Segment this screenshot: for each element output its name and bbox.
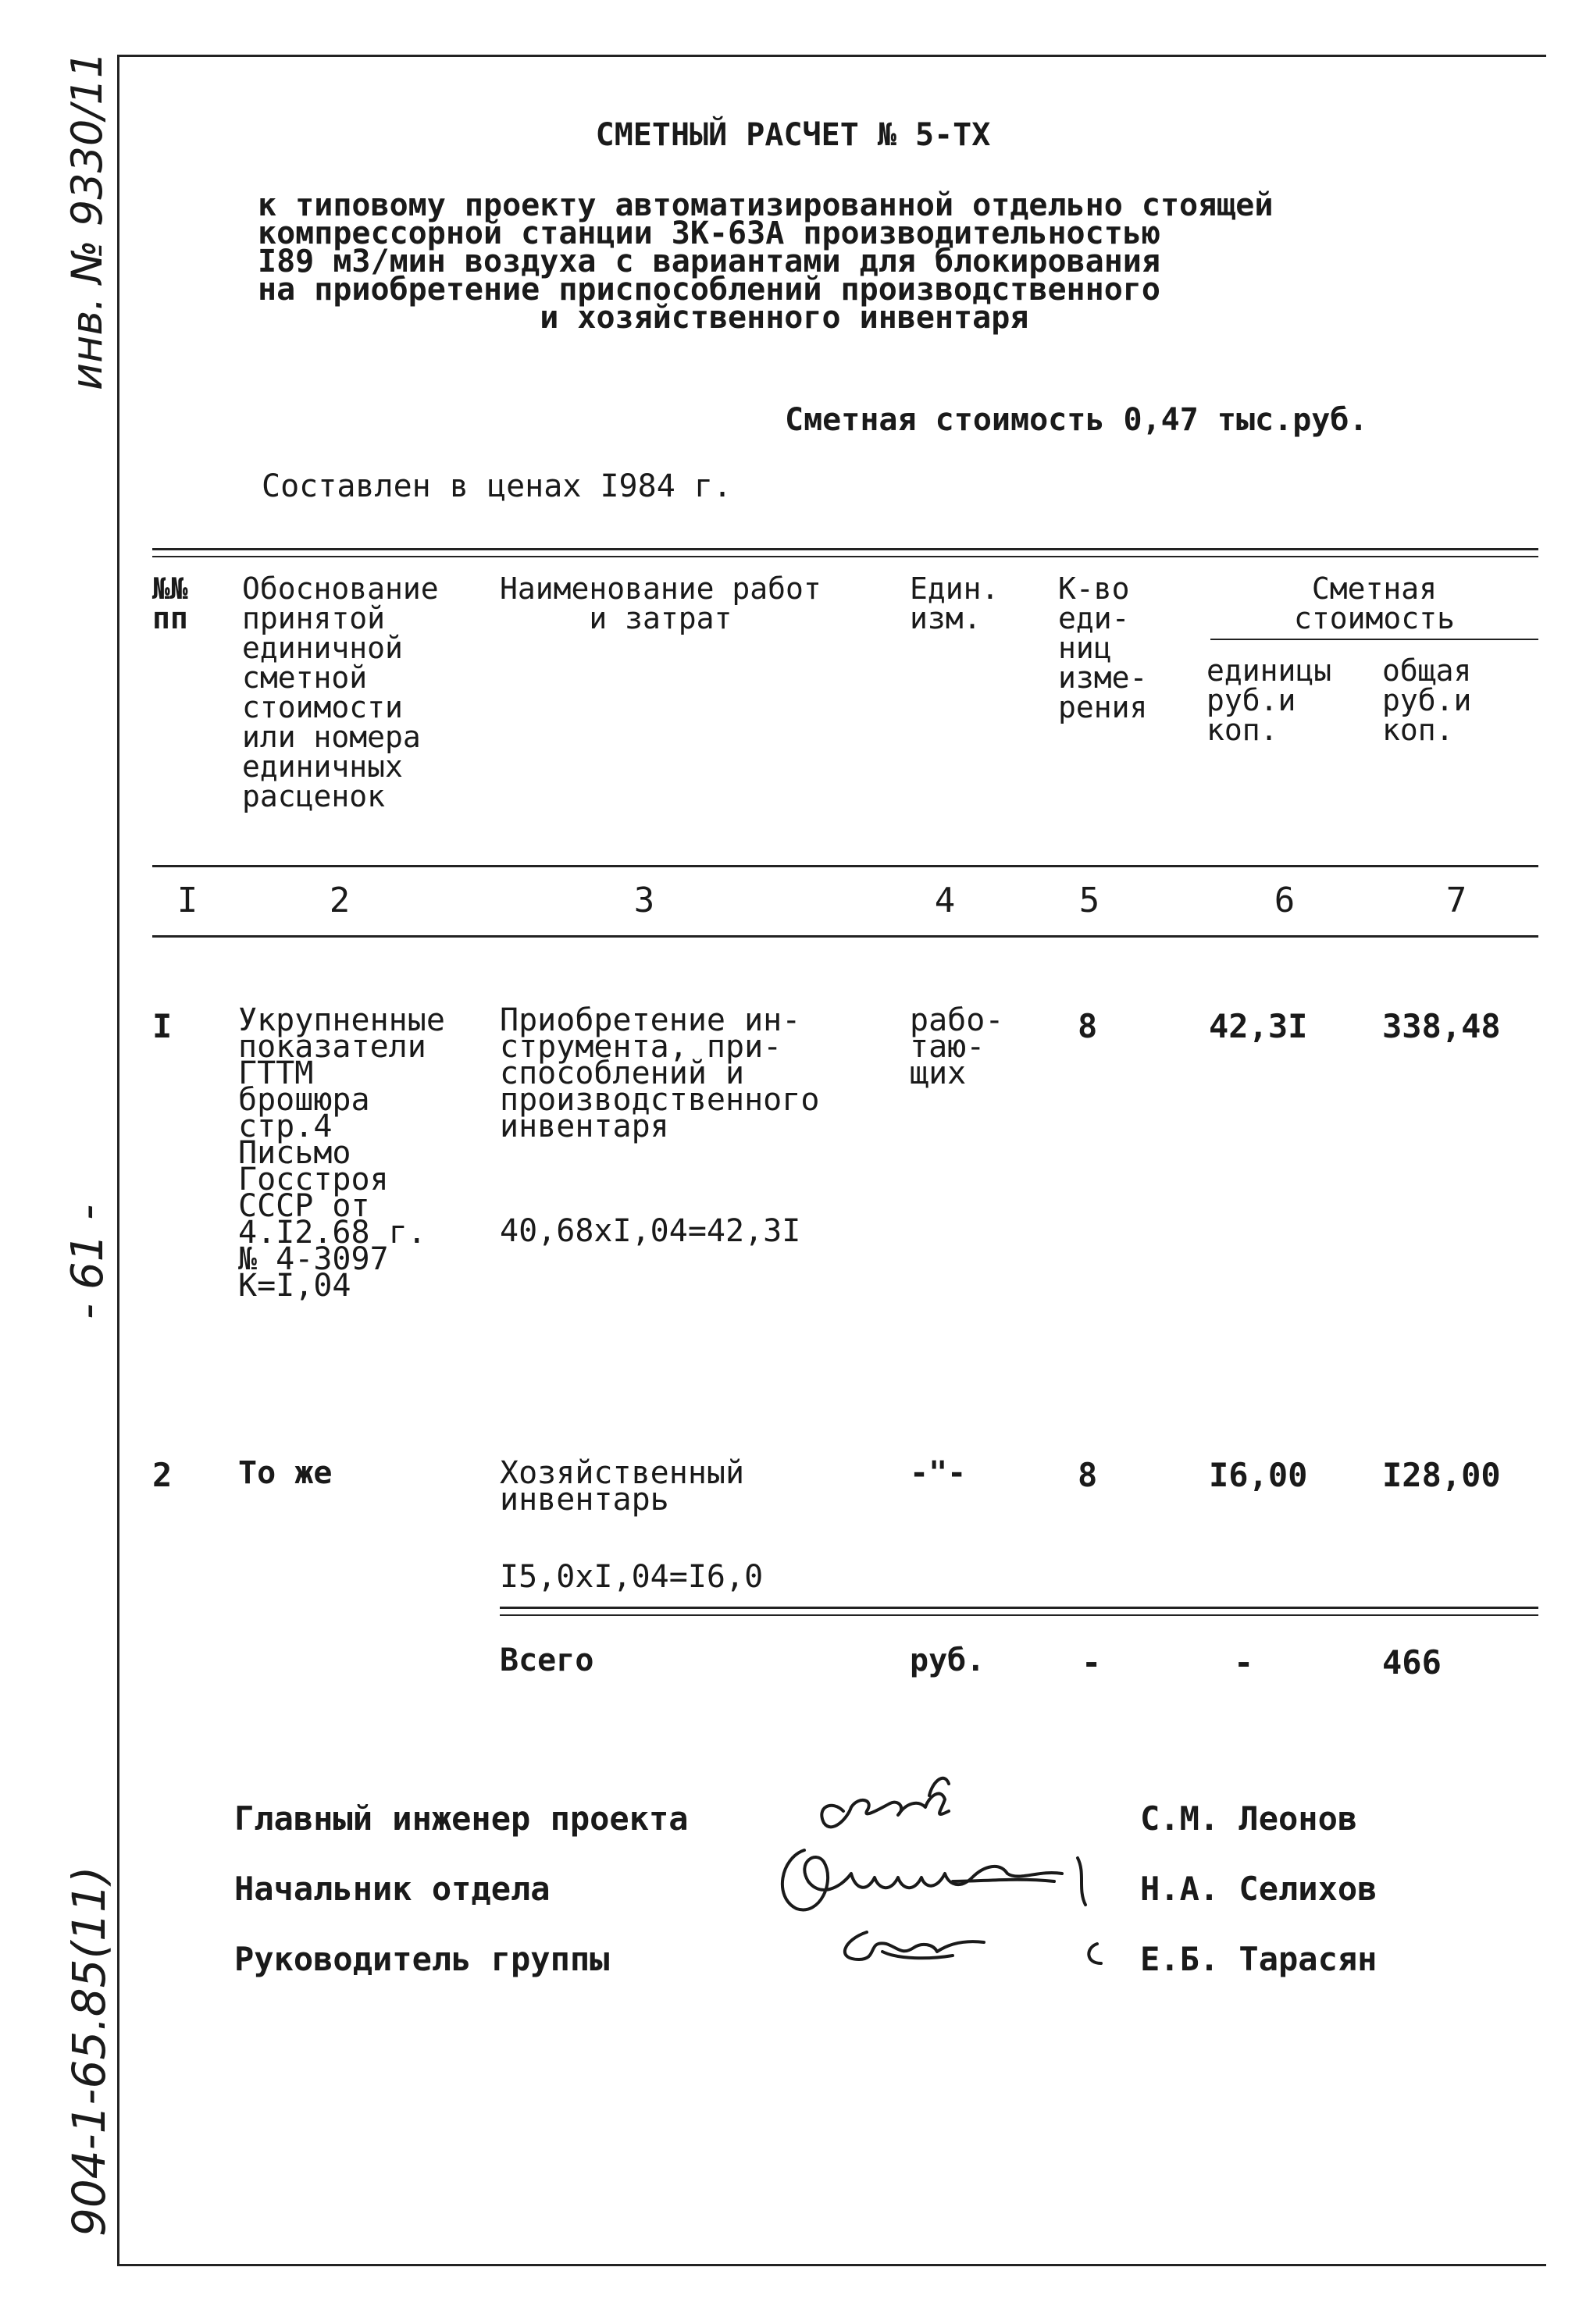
total-top-rule-2 xyxy=(500,1614,1538,1616)
header-col-unit: Един. изм. xyxy=(910,571,1000,635)
column-number-1: I xyxy=(176,881,198,920)
row1-unit-cost: 42,3I xyxy=(1209,1007,1308,1045)
row1-unit: рабо- таю- щих xyxy=(910,1002,1004,1091)
document-subtitle: к типовому проекту автоматизированной отдельно стоящей компрессорной станции ЗК-63А производительностью I89 м3/мин воздуха с вариантами для блокирования на приобретение приспособлений производственного и хозяйственного инвентаря xyxy=(258,187,1274,336)
header-col-unit-cost: единицы руб.и коп. xyxy=(1206,653,1332,747)
column-number-2: 2 xyxy=(329,881,351,920)
column-number-4: 4 xyxy=(934,881,956,920)
signature-name-group-leader: Е.Б. Тарасян xyxy=(1140,1940,1378,1978)
table-top-rule xyxy=(152,548,1538,550)
signature-title-group-leader: Руководитель группы xyxy=(234,1940,610,1978)
total-unit: руб. xyxy=(910,1642,985,1678)
row2-total: I28,00 xyxy=(1382,1456,1501,1494)
header-group-cost: Сметная стоимость xyxy=(1294,571,1455,635)
table-top-rule-2 xyxy=(152,556,1538,557)
total-quantity: - xyxy=(1082,1643,1102,1682)
header-group-underline xyxy=(1210,639,1538,640)
signature-title-department-head: Начальник отдела xyxy=(234,1870,551,1908)
header-col-total-cost: общая руб.и коп. xyxy=(1382,653,1472,747)
row1-name: Приобретение ин- струмента, при- способлений и производственного инвентаря xyxy=(500,1002,820,1144)
header-col-number: №№ пп xyxy=(152,571,188,635)
header-bottom-rule xyxy=(152,865,1538,867)
column-number-7: 7 xyxy=(1445,881,1467,920)
row1-quantity: 8 xyxy=(1078,1007,1098,1045)
handwritten-signatures xyxy=(750,1764,1156,1991)
row1-total: 338,48 xyxy=(1382,1007,1501,1045)
column-number-3: 3 xyxy=(633,881,655,920)
column-numbers-bottom-rule xyxy=(152,935,1538,938)
column-number-5: 5 xyxy=(1078,881,1100,920)
total-amount: 466 xyxy=(1382,1643,1442,1682)
row2-formula: I5,0хI,04=I6,0 xyxy=(500,1559,764,1595)
header-col-name: Наименование работ и затрат xyxy=(500,571,822,635)
row1-number: I xyxy=(152,1007,173,1045)
compiled-prices: Составлен в ценах I984 г. xyxy=(262,468,732,504)
row2-number: 2 xyxy=(152,1456,173,1494)
signature-name-department-head: Н.А. Селихов xyxy=(1140,1870,1378,1908)
row1-basis: Укрупненные показатели ГТТМ брошюра стр.4 Письмо Госстроя СССР от 4.I2.68 г. № 4-3097 К=I,04 xyxy=(238,1002,445,1304)
header-col-quantity: К-во еди- ниц изме- рения xyxy=(1058,571,1148,724)
estimated-cost: Сметная стоимость 0,47 тыс.руб. xyxy=(785,402,1368,438)
frame-top-border xyxy=(117,55,1546,57)
row2-basis: То же xyxy=(238,1455,333,1491)
signature-title-chief-engineer: Главный инженер проекта xyxy=(234,1799,689,1838)
row2-unit: -"- xyxy=(910,1455,967,1491)
row1-formula: 40,68хI,04=42,3I xyxy=(500,1213,801,1249)
row2-unit-cost: I6,00 xyxy=(1209,1456,1308,1494)
frame-left-border xyxy=(117,55,119,2264)
page-number: - 61 - xyxy=(62,1204,113,1319)
column-number-6: 6 xyxy=(1274,881,1296,920)
row2-name: Хозяйственный инвентарь xyxy=(500,1455,745,1518)
total-top-rule xyxy=(500,1607,1538,1609)
project-code: 904-1-65.85(11) xyxy=(62,1866,116,2237)
row2-quantity: 8 xyxy=(1078,1456,1098,1494)
inventory-number: инв. № 9330/11 xyxy=(62,51,112,390)
total-label: Всего xyxy=(500,1642,594,1678)
header-col-basis: Обоснование принятой единичной сметной стоимости или номера единичных расценок xyxy=(242,571,439,813)
frame-bottom-border xyxy=(117,2264,1546,2266)
document-title: СМЕТНЫЙ РАСЧЕТ № 5-ТХ xyxy=(595,117,991,153)
total-unit-cost: - xyxy=(1234,1643,1254,1682)
signature-name-chief-engineer: С.М. Леонов xyxy=(1140,1799,1358,1838)
